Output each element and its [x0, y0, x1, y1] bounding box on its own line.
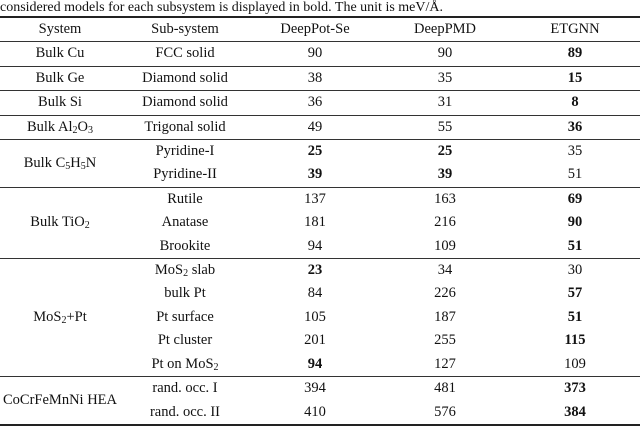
subsystem-cell: Trigonal solid: [144, 118, 226, 135]
subsystem-cell: Anatase: [161, 214, 209, 231]
system-group: [0, 66, 640, 90]
deeppot-se-value: 36: [307, 94, 323, 111]
subsystem-cell: rand. occ. I: [152, 380, 218, 397]
etgnn-value: 109: [564, 355, 586, 372]
system-cell: CoCrFeMnNi HEA: [3, 391, 117, 408]
header-deeppot-se: DeepPot-Se: [280, 21, 350, 37]
deeppmd-value: 576: [434, 403, 456, 420]
deeppmd-value: 55: [437, 118, 453, 135]
table-row: [0, 91, 640, 115]
subsystem-cell: bulk Pt: [164, 285, 206, 302]
etgnn-value: 90: [567, 214, 583, 231]
deeppmd-value: 216: [434, 214, 456, 231]
header-subsystem: Sub-system: [151, 21, 219, 37]
table-row: [0, 66, 640, 90]
deeppmd-value: 127: [434, 355, 456, 372]
system-cell: Bulk Si: [38, 94, 82, 111]
deeppot-se-value: 23: [307, 262, 323, 279]
deeppot-se-value: 25: [307, 143, 323, 160]
deeppmd-value: 481: [434, 380, 456, 397]
system-cell: Bulk Cu: [35, 45, 85, 62]
etgnn-value: 51: [567, 166, 583, 183]
etgnn-value: 30: [567, 262, 583, 279]
deeppot-se-value: 181: [304, 214, 326, 231]
system-cell: Bulk Ge: [35, 69, 85, 86]
deeppot-se-value: 90: [307, 45, 323, 62]
etgnn-value: 115: [564, 332, 586, 349]
etgnn-value: 69: [567, 190, 583, 207]
system-group: [0, 91, 640, 115]
etgnn-value: 51: [567, 237, 583, 254]
deeppmd-value: 35: [437, 69, 453, 86]
table-caption: considered models for each subsystem is displayed in bold. The unit is meV/Å.: [0, 0, 444, 15]
deeppmd-value: 34: [437, 262, 453, 279]
system-cell: Bulk $Al_2O_3$: [26, 118, 93, 136]
deeppot-se-value: 38: [307, 69, 323, 86]
system-cell: Bulk TiO$_2$: [30, 214, 90, 232]
etgnn-value: 36: [567, 118, 583, 135]
table-row: [0, 140, 640, 164]
deeppot-se-value: 94: [307, 237, 323, 254]
deeppmd-value: 31: [437, 94, 453, 111]
table-row: [0, 377, 640, 401]
deeppot-se-value: 49: [307, 118, 323, 135]
system-cell: Bulk $C_5H_5N$: [23, 154, 97, 172]
table-row: [0, 187, 640, 211]
etgnn-value: 51: [567, 308, 583, 325]
header-row: [0, 17, 640, 42]
deeppmd-value: 109: [434, 237, 456, 254]
subsystem-cell: MoS$_2$ slab: [154, 262, 216, 280]
etgnn-value: 35: [567, 143, 583, 160]
deeppmd-value: 226: [434, 285, 456, 302]
deeppot-se-value: 410: [304, 403, 326, 420]
subsystem-cell: Pyridine-I: [155, 143, 215, 160]
table-row: [0, 42, 640, 66]
subsystem-cell: FCC solid: [155, 45, 215, 62]
system-group: [0, 42, 640, 66]
deeppmd-value: 25: [437, 143, 453, 160]
etgnn-value: 373: [564, 380, 586, 397]
system-group: [0, 140, 640, 188]
header-etgnn: ETGNN: [550, 21, 600, 37]
subsystem-cell: Brookite: [159, 237, 211, 254]
etgnn-value: 384: [564, 403, 586, 420]
deeppot-se-value: 39: [307, 166, 323, 183]
deeppot-se-value: 84: [307, 285, 323, 302]
subsystem-cell: Diamond solid: [142, 69, 228, 86]
deeppmd-value: 39: [437, 166, 453, 183]
system-group: [0, 259, 640, 377]
table-row: [0, 115, 640, 139]
subsystem-cell: rand. occ. II: [149, 403, 221, 420]
deeppmd-value: 163: [434, 190, 456, 207]
table-row: [0, 259, 640, 283]
subsystem-cell: Diamond solid: [142, 94, 228, 111]
header-system: System: [38, 21, 82, 37]
deeppot-se-value: 105: [304, 308, 326, 325]
etgnn-value: 57: [567, 285, 583, 302]
results-table: [0, 16, 640, 426]
deeppmd-value: 187: [434, 308, 456, 325]
subsystem-cell: Pt cluster: [157, 332, 213, 349]
deeppmd-value: 90: [437, 45, 453, 62]
system-cell: MoS$_2$+Pt: [33, 308, 87, 326]
deeppot-se-value: 201: [304, 332, 326, 349]
deeppot-se-value: 394: [304, 380, 326, 397]
table-header: [0, 17, 640, 42]
system-group: [0, 115, 640, 139]
etgnn-value: 89: [567, 45, 583, 62]
etgnn-value: 15: [567, 69, 583, 86]
subsystem-cell: Pt surface: [156, 308, 214, 325]
system-group: [0, 377, 640, 425]
subsystem-cell: Rutile: [167, 190, 203, 207]
subsystem-cell: Pyridine-II: [153, 166, 217, 183]
deeppmd-value: 255: [434, 332, 456, 349]
deeppot-se-value: 94: [307, 355, 323, 372]
etgnn-value: 8: [571, 94, 579, 111]
deeppot-se-value: 137: [304, 190, 326, 207]
system-group: [0, 187, 640, 258]
subsystem-cell: Pt on MoS$_2$: [151, 355, 219, 373]
header-deeppmd: DeepPMD: [413, 21, 477, 37]
